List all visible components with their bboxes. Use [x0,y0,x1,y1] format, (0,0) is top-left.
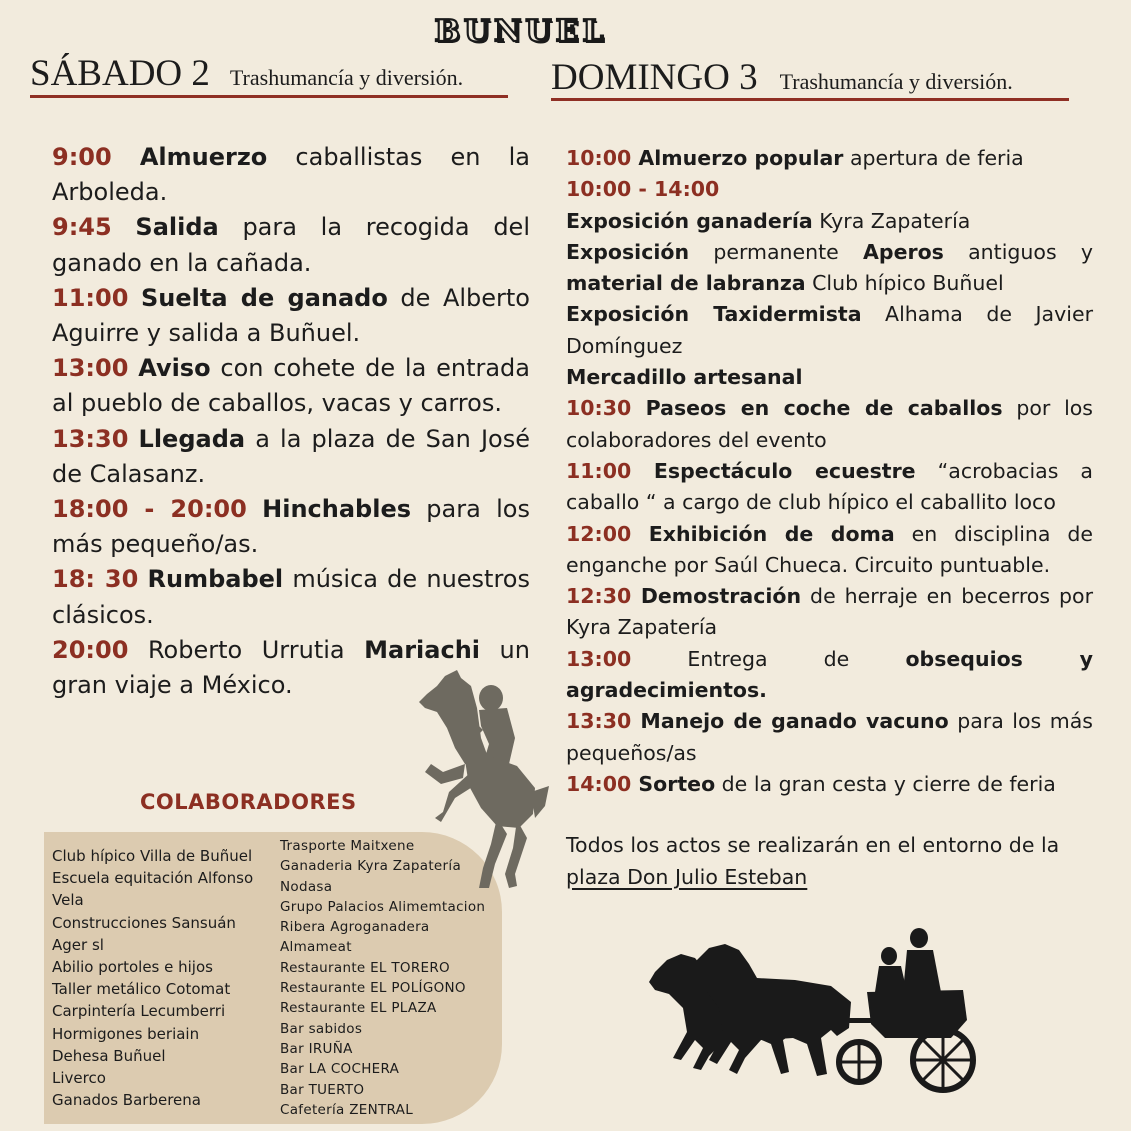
collaborator-item: Carpintería Lecumberri [52,1002,226,1021]
collaborator-item: Abilio portoles e hijos [52,958,213,977]
event-title: Exposición [566,239,690,264]
event-time: 12:30 [566,584,632,609]
event-text: “acrobacias a caballo “ a cargo de club hípico el caballito loco [566,458,1093,515]
saturday-events [52,140,530,703]
saturday-event [52,351,530,421]
collaborator-item: Bar sabidos [280,1020,363,1037]
collaborator-item: Construcciones Sansuán [52,913,236,932]
event-title: Almuerzo popular [631,146,844,170]
event-text: un gran viaje a México. [52,635,530,700]
event-text: Entrega de [631,646,906,671]
event-title: Mercadillo artesanal [566,365,803,390]
event-time: 18: 30 [52,565,139,594]
event-time: 12:00 [566,521,632,546]
event-time: 11:00 [52,283,129,312]
event-title: Mariachi [364,635,481,664]
collaborator-item: Hormigones beriain [52,1024,200,1043]
collaborator-item: Ribera Agroganadera [280,919,430,936]
event-time: 13:00 [566,646,632,671]
event-time: 13:30 [52,424,129,453]
saturday-event [52,422,530,492]
rearing-horse-rider-icon [385,668,555,893]
event-title: Llegada [138,424,246,453]
event-time: 14:00 [566,771,632,796]
event-title: Hinchables [262,495,411,524]
sunday-event [566,769,1093,800]
sunday-title: DOMINGO 3 [551,57,758,98]
event-text: antiguos y [943,239,1093,264]
collaborator-item: Bar TUERTO [280,1081,365,1098]
collaborator-item: Nodasa [280,878,333,895]
saturday-event [52,210,530,280]
collaborator-item: Bar LA COCHERA [280,1061,400,1078]
event-time: 10:00 - 14:00 [566,177,720,202]
collaborator-item: Grupo Palacios Alimemtacion [280,898,486,915]
sunday-event [566,143,1093,174]
collaborator-item: Ager sl [52,935,104,954]
event-title: Demostración [631,584,802,609]
collaborator-item: Almameat [280,939,352,956]
collaborator-item: Escuela equitación Alfonso [52,869,254,888]
event-time: 10:30 [566,396,632,421]
collaborator-item: Vela [52,891,84,910]
sunday-subtitle: Trashumancía y diversión. [779,69,1013,94]
saturday-event [52,281,530,351]
sunday-event [566,174,1093,205]
collaborator-item: Bar IRUÑA [280,1040,353,1057]
collaborator-item: Cafetería ZENTRAL [280,1101,414,1118]
event-time: 10:00 [566,146,632,170]
saturday-rule [30,95,508,98]
note-text: Todos los actos se realizarán en el entorno de la [566,833,1060,857]
event-text: en disciplina de enganche por Saúl Chueca. Circuito puntuable. [566,521,1093,577]
event-text: apertura de feria [843,146,1024,170]
event-text: Alhama de Javier Domínguez [566,302,1093,358]
event-text: de Alberto Aguirre y salida a Buñuel. [52,283,530,348]
event-title: material de labranza [566,271,806,296]
saturday-header [30,52,463,95]
collaborator-item: Restaurante EL TORERO [280,959,450,976]
page-title: BUNUEL [434,14,608,49]
collaborator-item: Ganados Barberena [52,1091,201,1110]
event-text: por los colaboradores del evento [566,396,1093,452]
sunday-event [566,299,1093,362]
event-time: 20:00 [52,635,129,664]
collaborators-column-1 [52,845,253,1111]
event-text: para la recogida del ganado en la cañada. [52,213,530,277]
sunday-event [566,362,1093,393]
event-text: a la plaza de San José de Calasanz. [52,424,530,488]
event-time: 18:00 - 20:00 [52,495,247,524]
sunday-event [566,519,1093,582]
horse-carriage-icon [645,920,980,1100]
collaborator-item: Liverco [52,1069,106,1088]
saturday-event [52,140,530,210]
sunday-event [566,581,1093,644]
collaborators-title: COLABORADORES [140,790,357,814]
event-time: 9:45 [52,213,112,242]
collaborator-item: Dehesa Buñuel [52,1046,166,1065]
event-title: Salida [135,213,219,242]
event-title: Aviso [138,354,211,383]
event-text: con cohete de la entrada al pueblo de caballos, vacas y carros. [52,354,530,418]
saturday-event [52,562,530,632]
event-title: Espectáculo ecuestre [631,458,916,483]
event-text: Roberto Urrutia [128,635,365,664]
event-text: Club hípico Buñuel [805,271,1004,296]
sunday-rule [551,98,1069,101]
event-text: para los más pequeño/as. [52,495,530,559]
collaborator-item: Ganaderia Kyra Zapatería [280,858,462,875]
event-title: Aperos [863,239,944,264]
event-title: Suelta de ganado [140,283,388,312]
sunday-note [566,830,1096,893]
collaborator-item: Club hípico Villa de Buñuel [52,847,253,865]
saturday-event [52,492,530,562]
event-title: Rumbabel [147,565,284,594]
event-text: para los más pequeños/as [566,709,1093,765]
event-title: Paseos en coche de caballos [631,396,1003,421]
sunday-event [566,237,1093,300]
sunday-header [551,56,1013,99]
sunday-event [566,206,1093,237]
sunday-events [566,143,1093,800]
event-text: de herraje en becerros por Kyra Zapatería [566,584,1094,640]
collaborator-item: Taller metálico Cotomat [52,980,231,999]
event-title: Exposición Taxidermista [566,302,862,327]
saturday-subtitle: Trashumancía y diversión. [229,65,464,90]
event-title: Exhibición de doma [631,521,895,546]
event-title: Sorteo [631,771,716,796]
collaborator-item: Trasporte Maitxene [280,838,415,854]
event-text: caballistas en la Arboleda. [52,143,530,207]
event-text: de la gran cesta y cierre de feria [715,771,1056,796]
event-text: permanente [689,239,864,264]
collaborator-item: Restaurante EL PLAZA [280,1000,437,1017]
event-time: 13:00 [52,354,129,383]
event-text: música de nuestros clásicos. [52,565,530,629]
event-time: 11:00 [566,458,632,483]
event-time: 9:00 [52,143,112,171]
sunday-event [566,644,1093,707]
event-title: obsequios y agradecimientos. [566,646,1093,703]
note-place: plaza Don Julio Esteban [566,864,808,889]
collaborator-item: Restaurante EL POLÍGONO [280,980,466,997]
sunday-event [566,393,1093,456]
sunday-event [566,456,1093,519]
sunday-event [566,706,1093,769]
event-title: Exposición ganadería [566,208,813,233]
event-text: Kyra Zapatería [812,208,971,233]
saturday-title: SÁBADO 2 [30,53,210,94]
event-title: Manejo de ganado vacuno [631,709,949,734]
event-time: 13:30 [566,709,632,734]
event-title: Almuerzo [139,143,268,171]
